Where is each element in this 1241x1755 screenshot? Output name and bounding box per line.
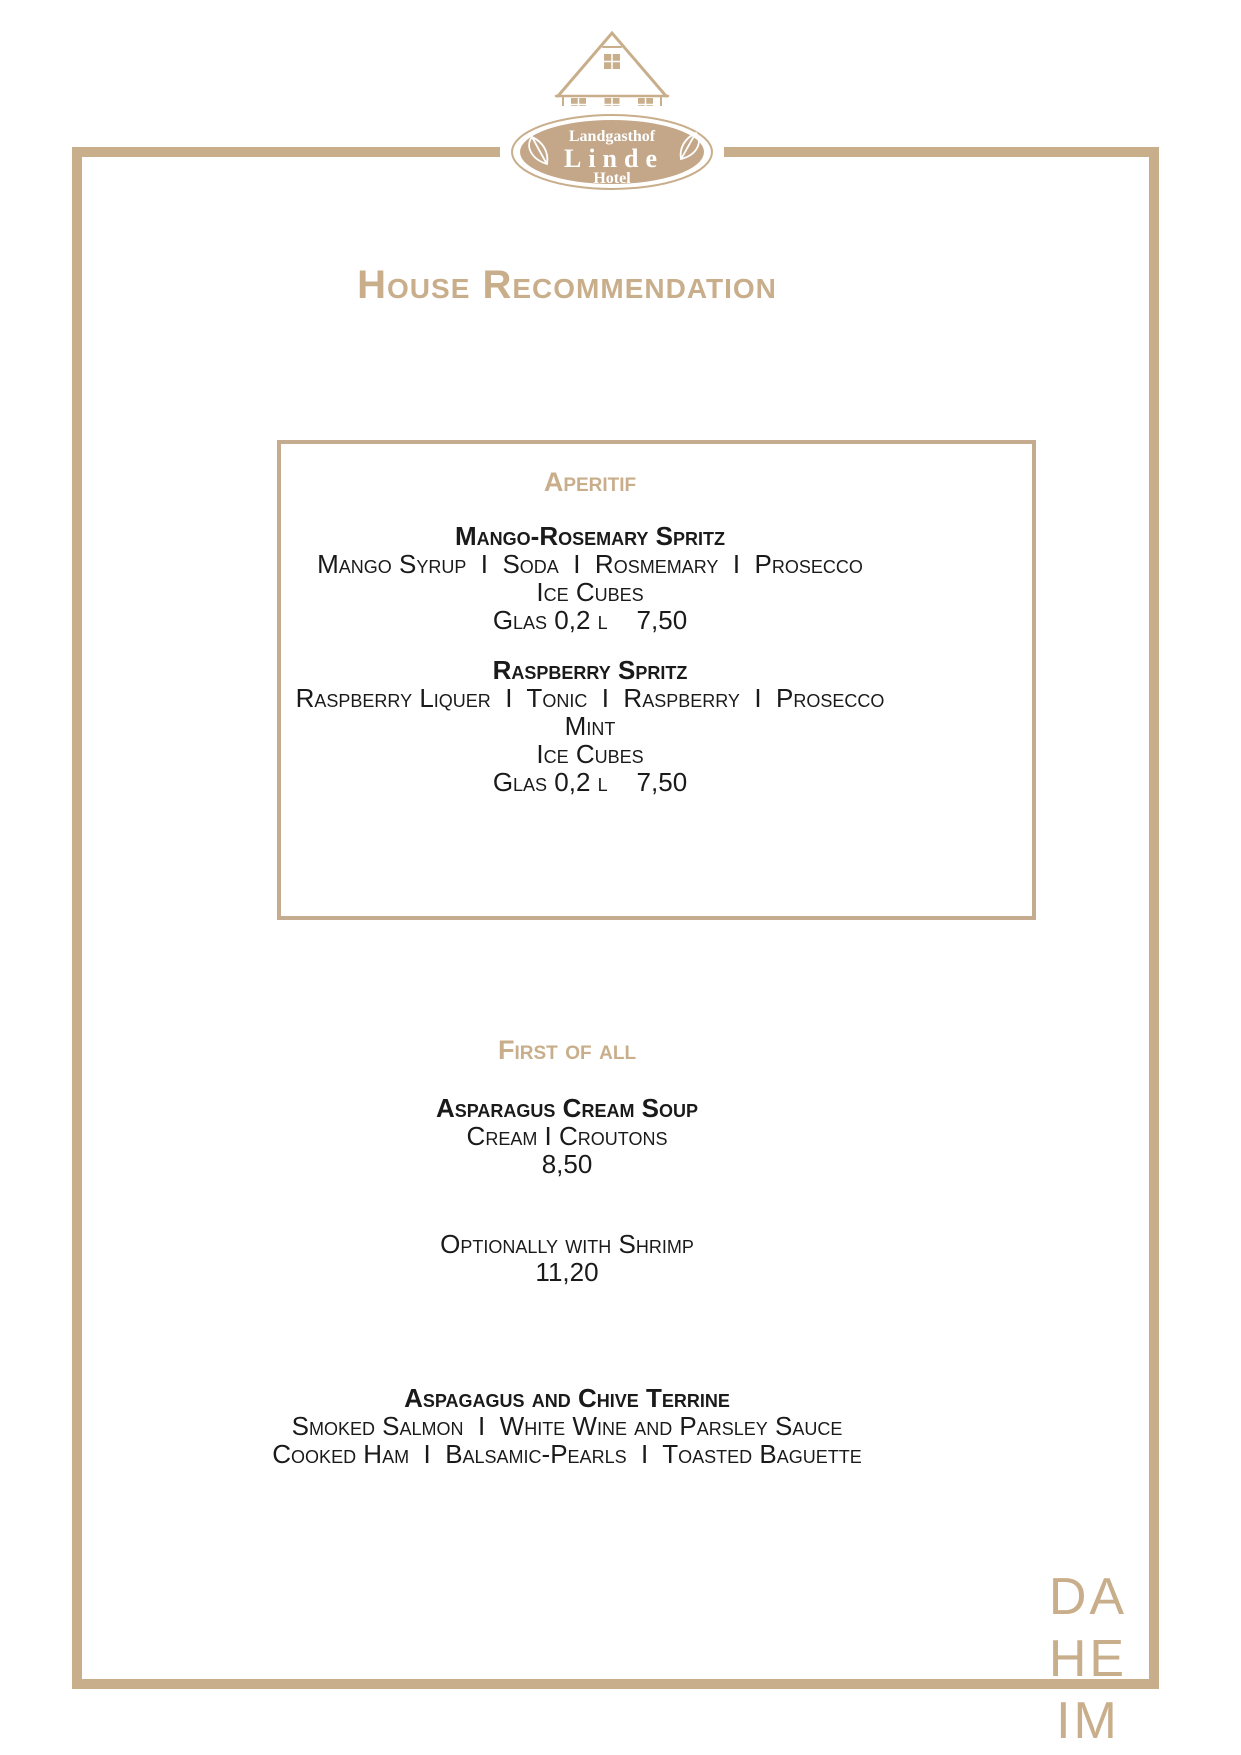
page-title: House Recommendation — [357, 263, 777, 307]
item-price-line: 11,20 — [535, 1257, 599, 1287]
house-icon — [556, 33, 668, 113]
item-ingredients: Raspberry Liquer I Tonic I Raspberry I Prosecco — [295, 683, 885, 713]
item-ingredients: Cooked Ham I Balsamic-Pearls I Toasted Baguette — [272, 1439, 862, 1469]
item-price-line: Glas 0,2 l 7,50 — [492, 605, 688, 635]
logo-oval — [500, 106, 724, 194]
logo-text-landgasthof: Landgasthof — [568, 128, 656, 145]
first-of-all-heading: First of all — [497, 1035, 637, 1065]
daheim-line: HE — [1048, 1630, 1128, 1688]
daheim-line: DA — [1048, 1568, 1128, 1626]
item-price-line: Glas 0,2 l 7,50 — [492, 767, 688, 797]
item-ingredients: Ice Cubes — [536, 739, 644, 769]
daheim-watermark — [1040, 1566, 1136, 1752]
daheim-line: IM — [1056, 1692, 1120, 1750]
menu-item-raspberry-spritz — [281, 656, 899, 796]
logo-text-hotel: Hotel — [593, 170, 631, 187]
menu-item-mango-rosemary-spritz — [281, 522, 899, 634]
item-ingredients: Mango Syrup I Soda I Rosmemary I Prosecco — [317, 549, 863, 579]
menu-item-asparagus-cream-soup — [0, 1094, 1134, 1178]
item-name: Aspagagus and Chive Terrine — [404, 1383, 730, 1413]
logo-text-linde: Linde — [563, 144, 665, 173]
menu-item-asparagus-chive-terrine — [0, 1384, 1134, 1468]
item-name: Asparagus Cream Soup — [435, 1093, 699, 1123]
aperitif-box — [277, 440, 1036, 920]
item-ingredients: Mint — [564, 711, 616, 741]
hotel-logo — [490, 20, 734, 200]
item-price-line: 8,50 — [541, 1149, 593, 1179]
item-ingredients: Smoked Salmon I White Wine and Parsley Sauce — [291, 1411, 843, 1441]
first-of-all-section — [0, 1036, 1134, 1468]
item-name: Mango-Rosemary Spritz — [455, 521, 725, 551]
item-ingredients: Cream I Croutons — [466, 1121, 668, 1151]
aperitif-box-content — [281, 444, 1032, 796]
item-name: Raspberry Spritz — [492, 655, 688, 685]
item-ingredients: Ice Cubes — [536, 577, 644, 607]
menu-item-optional-shrimp — [0, 1230, 1134, 1286]
aperitif-heading: Aperitif — [543, 467, 637, 497]
item-option: Optionally with Shrimp — [440, 1229, 694, 1259]
